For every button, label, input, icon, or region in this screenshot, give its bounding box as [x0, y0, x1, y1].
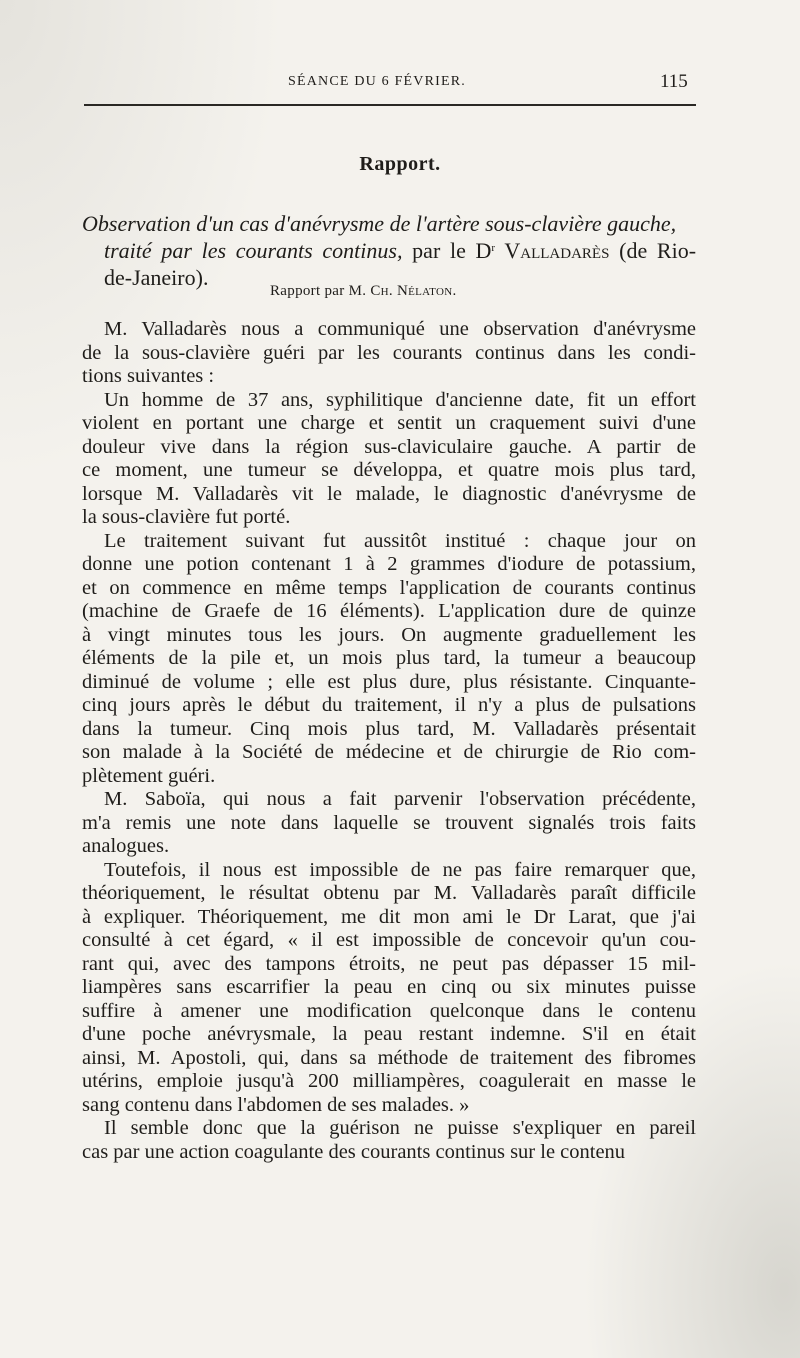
paragraph [82, 1117, 696, 1164]
text-line: à vingt minutes tous les jours. On augmente graduellement les [82, 623, 696, 646]
text-line: ainsi, M. Apostoli, qui, dans sa méthode de traitement des fibromes [82, 1046, 696, 1069]
observation-title-line-2: traité par les courants continus, par le $D^r$ Valladarès (de Rio- [104, 238, 697, 263]
text-line: la sous-clavière fut porté. [82, 506, 291, 528]
text-line: consulté à cet égard, « il est impossible de concevoir qu'un cou- [82, 929, 696, 951]
text-line: et on commence en même temps l'application de courants continus [82, 576, 696, 599]
observation-title-line-1: Observation d'un cas d'anévrysme de l'artère sous-clavière gauche, [82, 211, 677, 236]
text-line: cinq jours après le début du traitement, il n'y a plus de pulsations [82, 694, 696, 716]
observation-title-line-3: de-Janeiro). [104, 265, 209, 290]
text-line: M. Valladarès nous a communiqué une observation d'anévrysme [104, 318, 696, 340]
text-line: Un homme de 37 ans, syphilitique d'ancienne date, fit un effort [104, 388, 696, 411]
running-head [0, 71, 800, 98]
text-line: m'a remis une note dans laquelle se trouvent signalés trois faits [82, 811, 696, 834]
text-line: Le traitement suivant fut aussitôt institué : chaque jour on [104, 529, 696, 552]
text-line: (machine de Graefe de 16 éléments). L'application dure de quinze [82, 600, 696, 622]
text-line: à expliquer. Théoriquement, me dit mon ami le Dr Larat, que j'ai [82, 905, 696, 928]
text-line: de la sous-clavière guéri par les courants continus dans les condi- [82, 341, 696, 364]
text-line: liampères sans escarrifier la peau en cinq ou six minutes puisse [82, 976, 696, 998]
header-rule [84, 104, 696, 106]
text-line: théoriquement, le résultat obtenu par M. Valladarès paraît difficile [82, 882, 696, 904]
paragraph [82, 788, 696, 859]
text-line: plètement guéri. [82, 764, 216, 787]
text-line: son malade à la Société de médecine et de chirurgie de Rio com- [82, 741, 696, 763]
text-line: d'une poche anévrysmale, la peau restant indemne. S'il en était [82, 1023, 696, 1045]
text-line: douleur vive dans la région sus-claviculaire gauche. A partir de [82, 435, 696, 458]
text-line: ce moment, une tumeur se développa, et quatre mois plus tard, [82, 459, 696, 481]
page-number: 115 [660, 71, 688, 92]
text-line: M. Saboïa, qui nous a fait parvenir l'observation précédente, [104, 788, 696, 810]
text-line: dans la tumeur. Cinq mois plus tard, M. Valladarès présentait [82, 717, 696, 740]
text-line: utérins, emploie jusqu'à 200 milliampères, coagulerait en masse le [82, 1070, 696, 1092]
text-line: lorsque M. Valladarès vit le malade, le diagnostic d'anévrysme de [82, 482, 696, 505]
author-name: Valladarès [495, 238, 610, 263]
body-text [82, 318, 696, 1164]
text-line: cas par une action coagulante des courants continus sur le contenu [82, 1140, 626, 1163]
paragraph [82, 859, 696, 1118]
text-line: Toutefois, il nous est impossible de ne pas faire remarquer que, [104, 858, 696, 881]
text-line: rant qui, avec des tampons étroits, ne peut pas dépasser 15 mil- [82, 952, 696, 975]
text-line: donne une potion contenant 1 à 2 grammes d'iodure de potassium, [82, 553, 696, 575]
report-byline: Rapport par M. Ch. Nélaton. [270, 283, 457, 299]
text-line: violent en portant une charge et sentit un craquement suivi d'une [82, 412, 696, 434]
rapporteur-name: Ch. Nélaton. [370, 283, 457, 299]
text-line: tions suivantes : [82, 365, 215, 387]
text-line: Il semble donc que la guérison ne puisse s'expliquer en pareil [104, 1117, 696, 1139]
text-line: analogues. [82, 835, 170, 857]
paragraph [82, 318, 696, 389]
paragraph [82, 530, 696, 789]
text-line: diminué de volume ; elle est plus dure, plus résistante. Cinquante- [82, 670, 696, 693]
section-title: Rapport. [359, 153, 441, 175]
observation-title [82, 210, 696, 291]
text-line: sang contenu dans l'abdomen de ses malades. » [82, 1093, 470, 1116]
text-line: éléments de la pile et, un mois plus tard, la tumeur a beaucoup [82, 647, 696, 669]
text-line: suffire à amener une modification quelconque dans le contenu [82, 999, 696, 1022]
running-title: SÉANCE DU 6 FÉVRIER. [288, 74, 467, 89]
paragraph [82, 389, 696, 530]
